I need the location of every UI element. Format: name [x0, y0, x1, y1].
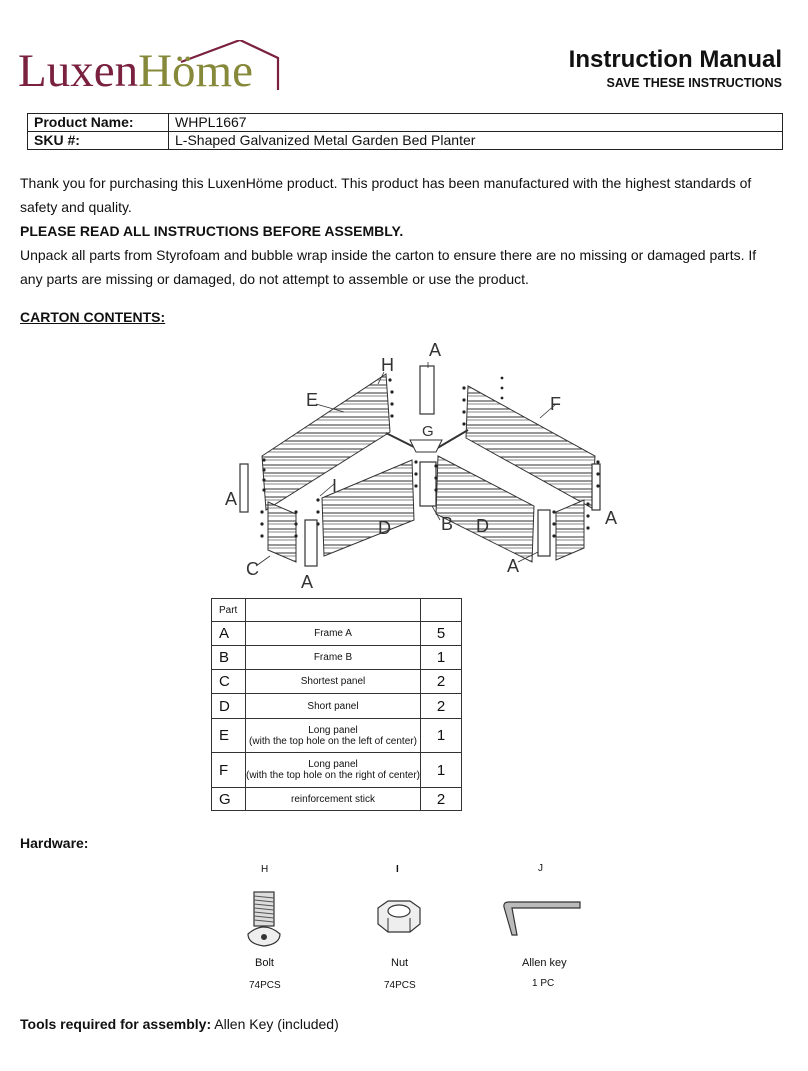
part-name-line2: (with the top hole on the right of center) [246, 770, 420, 781]
parts-table [211, 598, 462, 811]
diagram-label-a-top: A [429, 340, 442, 360]
frame-a-bottom-right [538, 510, 550, 556]
diagram-label-a-bottom-right: A [507, 556, 520, 576]
diagram-label-d-right: D [476, 516, 489, 536]
hardware-letter-j: J [538, 863, 543, 874]
part-qty: 1 [421, 753, 462, 788]
part-name-line1: Long panel [308, 724, 358, 736]
hardware-letter-i: I [396, 864, 399, 875]
intro-text [20, 171, 790, 291]
carton-contents-heading [20, 309, 165, 325]
hardware-qty-bolt: 74PCS [249, 980, 281, 991]
table-row [212, 622, 462, 646]
diagram-label-g: G [422, 423, 434, 440]
diagram-label-h: H [381, 355, 394, 375]
hardware-name-allen-key: Allen key [522, 957, 567, 969]
logo-luxen: Luxen [18, 45, 139, 97]
part-letter: E [212, 719, 246, 753]
panel-d-right [436, 456, 534, 562]
sku-value: L-Shaped Galvanized Metal Garden Bed Planter [169, 132, 783, 150]
hardware-qty-nut: 74PCS [384, 980, 416, 991]
part-qty: 1 [421, 646, 462, 670]
part-qty: 2 [421, 670, 462, 694]
part-qty: 2 [421, 694, 462, 719]
diagram-label-e: E [306, 390, 319, 410]
table-row [212, 753, 462, 788]
part-name-line2: (with the top hole on the left of center) [249, 735, 417, 747]
frame-a-top [420, 366, 434, 414]
tools-required [20, 1016, 339, 1032]
part-letter: A [212, 622, 246, 646]
diagram-label-b: B [441, 514, 454, 534]
part-name: Frame A [246, 622, 421, 646]
logo-wordmark [18, 45, 253, 97]
read-all-warning: PLEASE READ ALL INSTRUCTIONS BEFORE ASSEMBLY. [20, 223, 404, 239]
diagram-label-c: C [246, 559, 259, 579]
frame-b [420, 462, 436, 506]
page-title: Instruction Manual [568, 46, 782, 73]
panel-c-left [268, 502, 296, 562]
table-row [212, 646, 462, 670]
table-row [212, 599, 462, 622]
unpack-line-2: any parts are missing or damaged, do not attempt to assemble or use the product. [20, 271, 529, 287]
allen-key-icon [498, 895, 584, 941]
panel-d-left [322, 460, 414, 556]
panel-c-right [556, 500, 584, 560]
exploded-assembly-diagram [220, 340, 630, 595]
part-qty: 2 [421, 788, 462, 811]
hardware-qty-allen-key: 1 PC [532, 978, 555, 989]
tools-value: Allen Key (included) [211, 1016, 339, 1032]
part-name [246, 719, 421, 753]
table-row [212, 788, 462, 811]
table-row [28, 132, 783, 150]
table-row [212, 694, 462, 719]
part-letter: D [212, 694, 246, 719]
diagram-label-a-left: A [225, 489, 238, 509]
bolt-icon [244, 890, 286, 950]
parts-header: Part [212, 599, 246, 622]
part-letter: G [212, 788, 246, 811]
table-row [212, 670, 462, 694]
diagram-label-i: I [332, 476, 338, 496]
diagram-label-f: F [550, 394, 561, 414]
part-name [246, 753, 421, 788]
frame-a-bottom-left [305, 520, 317, 566]
part-qty: 5 [421, 622, 462, 646]
sku-label: SKU #: [28, 132, 169, 150]
table-row [212, 719, 462, 753]
diagram-label-d-left: D [378, 518, 391, 538]
part-name: Short panel [246, 694, 421, 719]
product-info-table [27, 113, 783, 150]
thanks-line-2: safety and quality. [20, 199, 132, 215]
part-name: Shortest panel [246, 670, 421, 694]
part-name-line1: Long panel [308, 759, 358, 770]
hardware-name-bolt: Bolt [255, 957, 274, 969]
table-row [28, 114, 783, 132]
frame-a-left [240, 464, 248, 512]
hardware-letter-h: H [261, 864, 269, 875]
part-name: Frame B [246, 646, 421, 670]
unpack-line-1: Unpack all parts from Styrofoam and bubble wrap inside the carton to ensure there are no missing or damaged parts. If [20, 247, 757, 263]
part-qty: 1 [421, 719, 462, 753]
hardware-heading: Hardware: [20, 835, 89, 851]
logo-home: Höme [138, 45, 253, 97]
nut-icon [374, 898, 424, 936]
part-letter: F [212, 753, 246, 788]
part-letter: C [212, 670, 246, 694]
page-subtitle: SAVE THESE INSTRUCTIONS [606, 76, 782, 90]
diagram-label-a-right: A [605, 508, 618, 528]
product-name-value: WHPL1667 [169, 114, 783, 132]
part-name: reinforcement stick [246, 788, 421, 811]
diagram-label-a-bottom-left: A [301, 572, 314, 592]
carton-contents-label: CARTON CONTENTS: [20, 309, 166, 325]
thanks-line-1: Thank you for purchasing this LuxenHöme product. This product has been manufactured with the highest standards of [20, 175, 752, 191]
product-name-label: Product Name: [28, 114, 169, 132]
hardware-name-nut: Nut [391, 957, 409, 969]
tools-label: Tools required for assembly: [20, 1016, 212, 1032]
brand-logo [18, 40, 283, 102]
part-letter: B [212, 646, 246, 670]
